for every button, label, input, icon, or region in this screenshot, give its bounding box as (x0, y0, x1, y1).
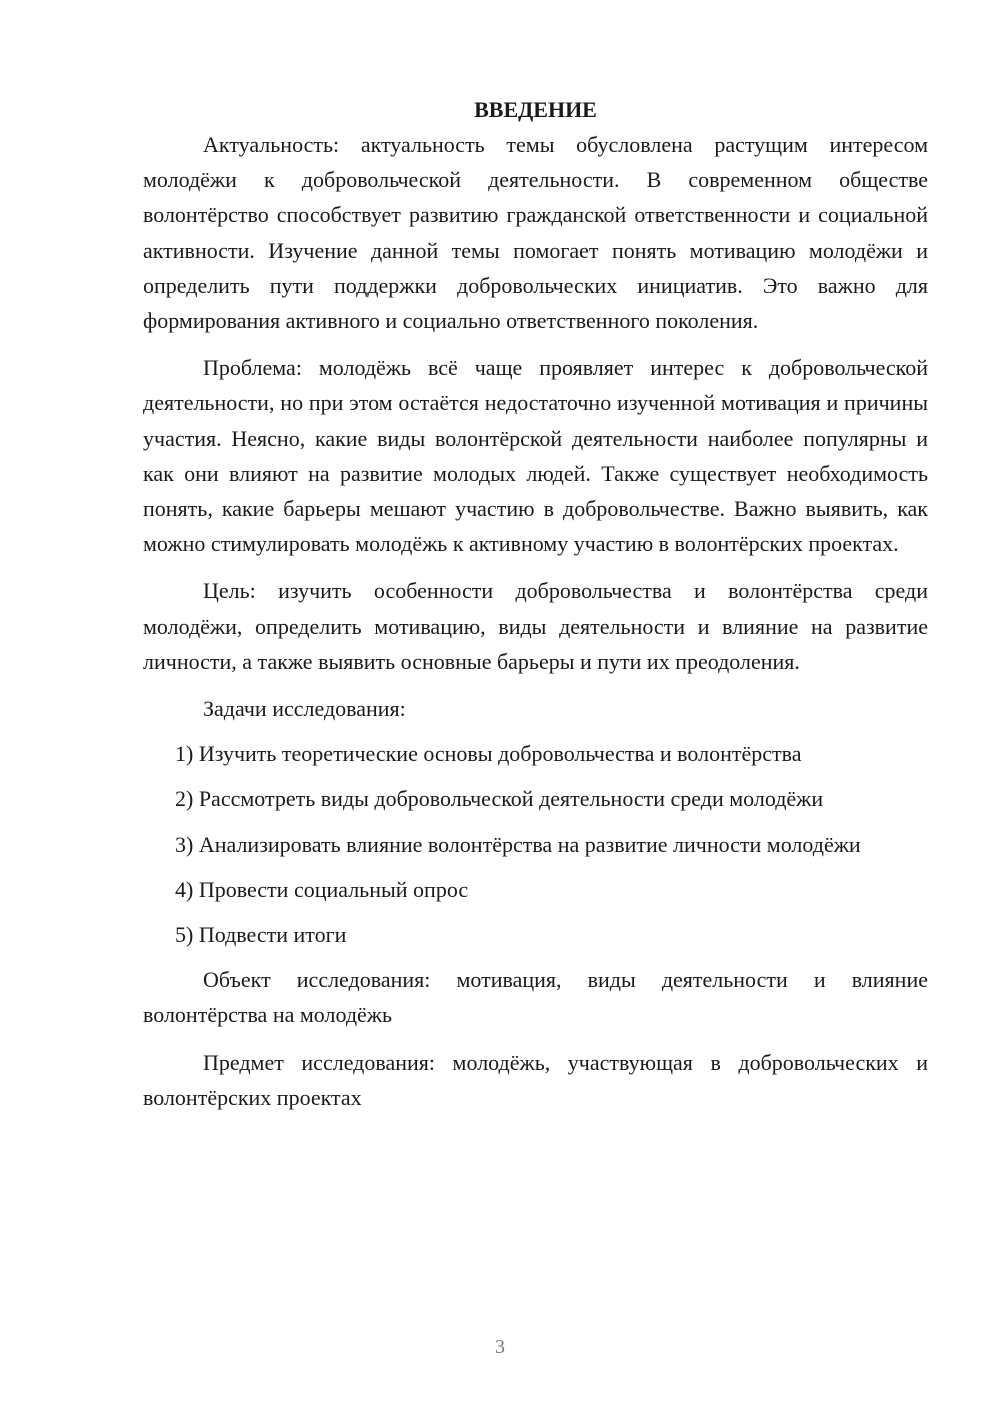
paragraph-object: Объект исследования: мотивация, виды деятельности и влияние волонтёрства на молодёжь (143, 967, 928, 1028)
task-item-3: 3) Анализировать влияние волонтёрства на развитие личности молодёжи (175, 831, 861, 857)
document-page (143, 92, 928, 1127)
paragraph-goal: Цель: изучить особенности добровольчества и волонтёрства среди молодёжи, определить мотивацию, виды деятельности и влияние на развитие личности, а также выявить основные барьеры и пути их преодоления. (143, 578, 928, 674)
paragraph-subject: Предмет исследования: молодёжь, участвующая в добровольческих и волонтёрских проектах (143, 1049, 928, 1110)
task-item-5: 5) Подвести итоги (175, 922, 347, 948)
section-title: ВВЕДЕНИЕ (474, 97, 597, 122)
tasks-heading: Задачи исследования: (203, 696, 406, 722)
paragraph-relevance: Актуальность: актуальность темы обусловлена растущим интересом молодёжи к добровольческой деятельности. В современном обществе волонтёрство способствует развитию гражданской ответственности и социальной активности. Изучение данной темы помогает понять мотивацию молодёжи и определить пути поддержки добровольческих инициатив. Это важно для формирования активного и социально ответственного поколения. (143, 132, 928, 334)
task-item-1: 1) Изучить теоретические основы добровольчества и волонтёрства (175, 741, 802, 767)
page-number: 3 (495, 1336, 505, 1358)
task-item-2: 2) Рассмотреть виды добровольческой деятельности среди молодёжи (175, 786, 824, 812)
task-item-4: 4) Провести социальный опрос (175, 876, 469, 902)
paragraph-problem: Проблема: молодёжь всё чаще проявляет интерес к добровольческой деятельности, но при этом остаётся недостаточно изученной мотивация и причины участия. Неясно, какие виды волонтёрской деятельности наиболее популярны и как они влияют на развитие молодых людей. Также существует необходимость понять, какие барьеры мешают участию в добровольчестве. Важно выявить, как можно стимулировать молодёжь к активному участию в волонтёрских проектах. (143, 355, 928, 557)
